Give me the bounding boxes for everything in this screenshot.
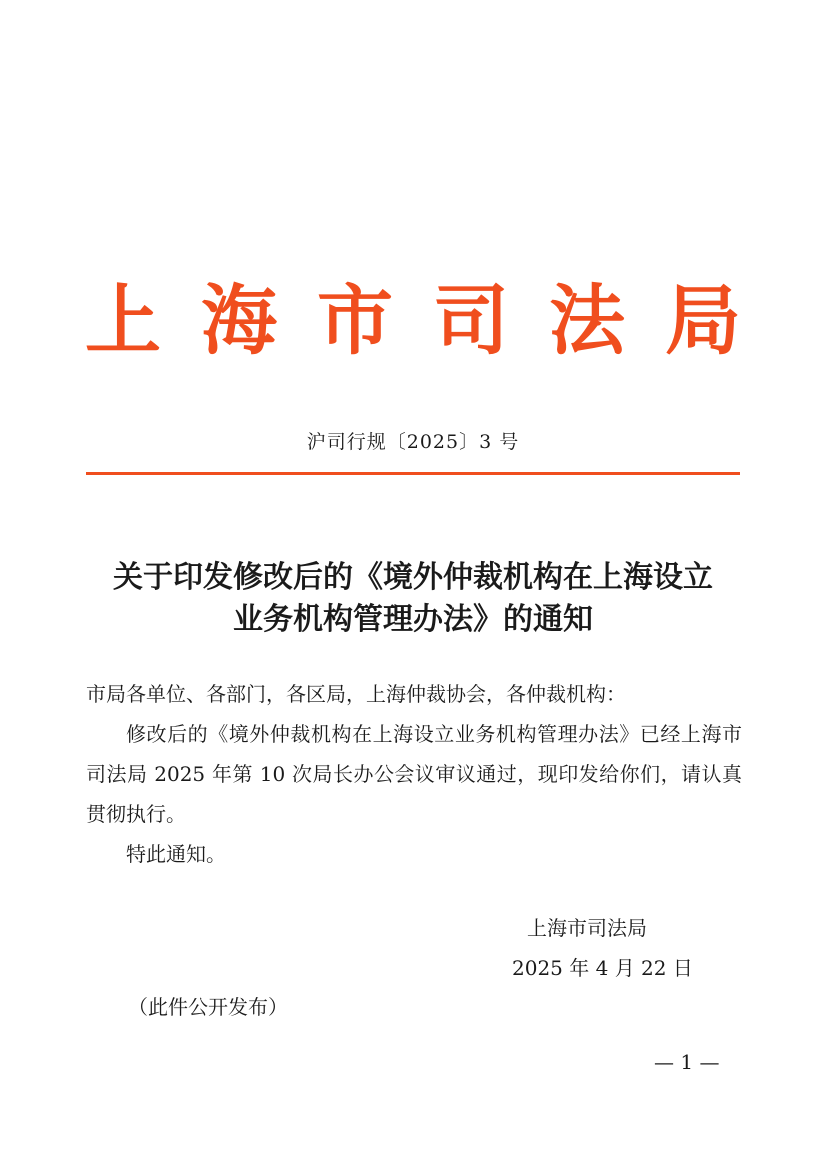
agency-masthead: 上海市司法局 [85,276,781,365]
document-title [60,557,766,641]
addressee-line: 市局各单位、各部门，各区局，上海仲裁协会，各仲裁机构： [86,682,626,706]
body-paragraph-1: 修改后的《境外仲裁机构在上海设立业务机构管理办法》已经上海市司法局 2025 年第 10 次局长办公会议审议通过，现印发给你们，请认真贯彻执行。 [86,722,742,826]
document-body [86,674,742,874]
red-divider-line [86,472,740,475]
public-release-note: （此件公开发布） [128,995,288,1019]
signature-date: 2025 年 4 月 22 日 [512,956,693,980]
document-number: 沪司行规〔2025〕3 号 [306,431,520,453]
signature-organization: 上海市司法局 [527,916,647,940]
title-line-1: 关于印发修改后的《境外仲裁机构在上海设立 [113,560,713,595]
title-line-2: 业务机构管理办法》的通知 [233,602,593,637]
body-paragraph-2: 特此通知。 [126,842,226,866]
page-number: — 1 — [654,1050,720,1074]
